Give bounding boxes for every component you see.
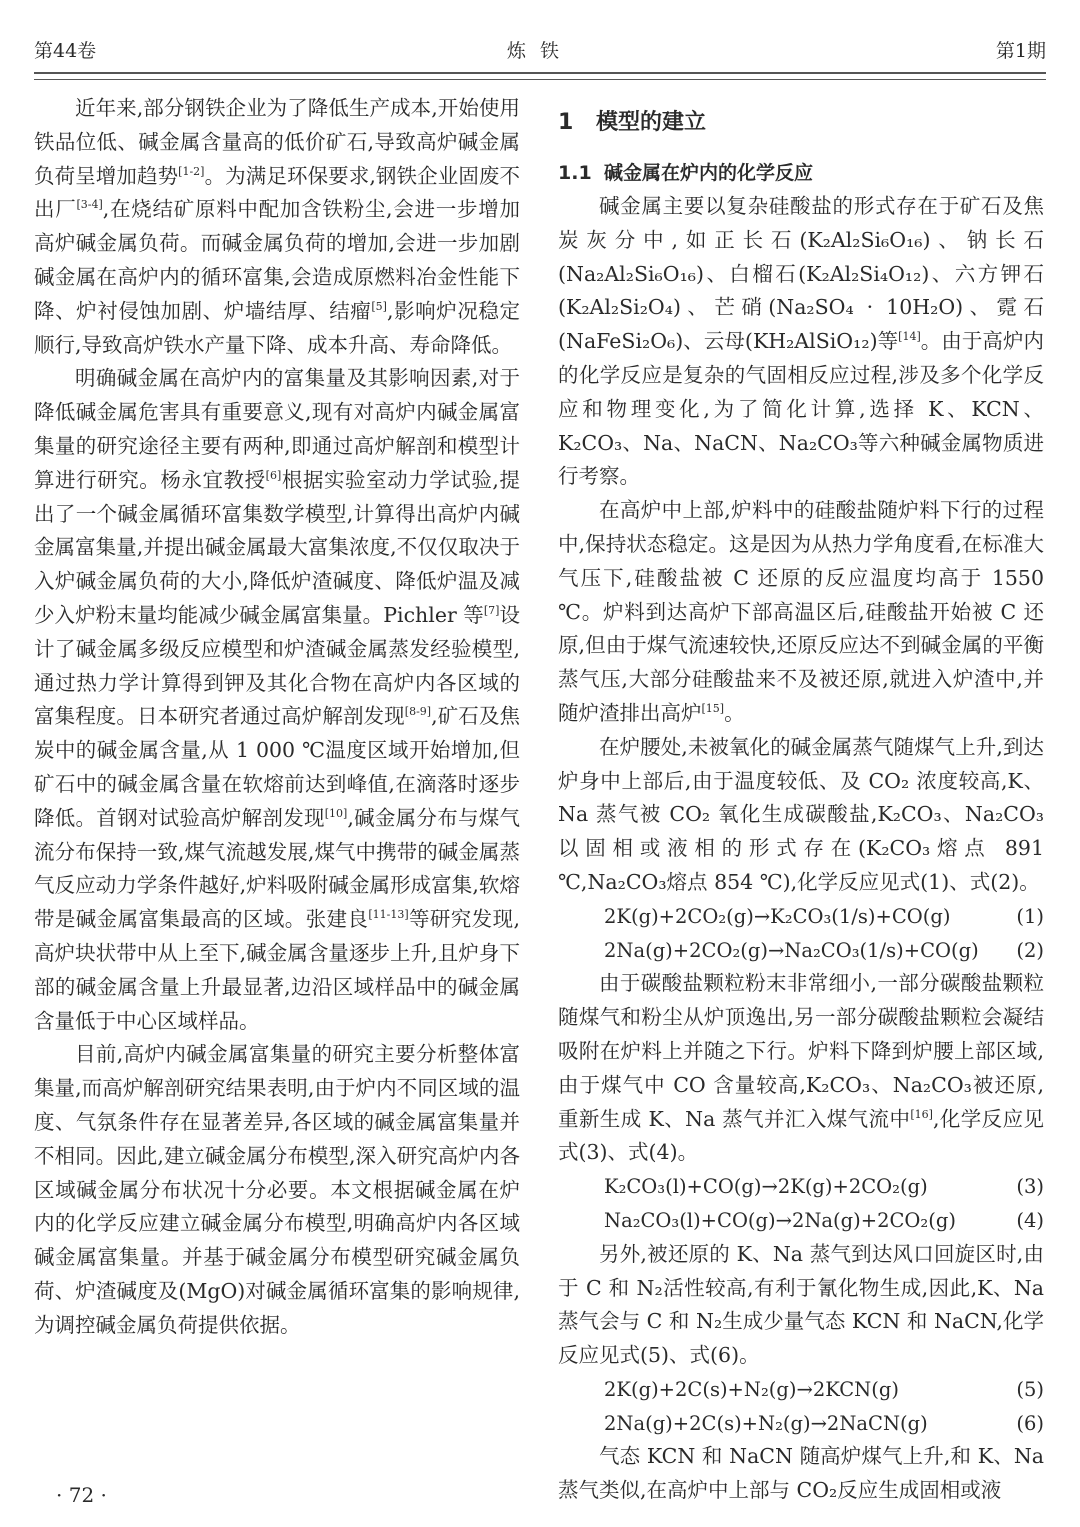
paragraph-cyanide [558, 1440, 1044, 1508]
text: 被还原,重新生成 K、Na 蒸气并汇入煤气流中 [558, 1072, 1044, 1131]
formula: Na₂Al₂Si₆O₁₆ [566, 261, 697, 286]
paragraph-belly [558, 731, 1044, 900]
equation-label: (3) [1016, 1175, 1044, 1199]
text: 浓度较高,K、Na 蒸气被 [558, 768, 1044, 827]
text: 设计了碱金属多级反应模型和炉渣碱金属蒸发经验模型,通过热力学计算得到钾及其化合物在高炉内各区域的富集程度。日本研究者通过高炉解剖发现 [34, 602, 520, 729]
volume-label: 第44卷 [34, 40, 97, 62]
journal-title: 炼铁 [506, 40, 573, 62]
formula: K₂Al₂Si₂O₄ [566, 295, 673, 320]
text: 另外,被还原的 K、Na 蒸气到达风口回旋区时,由于 C 和 [558, 1241, 1044, 1300]
citation[interactable]: [16] [910, 1107, 933, 1121]
equation-1 [558, 900, 1044, 934]
text: 气态 KCN 和 NaCN 随高炉煤气上升,和 K、Na 蒸气类似,在高炉中上部与 [558, 1444, 1044, 1503]
text: 熔点 854 ℃),化学反应见式(1)、式(2)。 [666, 869, 1040, 894]
text: 、 [870, 1072, 893, 1097]
text: )、白榴石( [696, 261, 807, 286]
equation-label: (6) [1016, 1411, 1044, 1435]
section-number: 1 [558, 110, 574, 135]
citation[interactable]: [6] [265, 468, 282, 482]
section-heading [558, 106, 1044, 140]
formula: K₂Al₂Si₆O₁₆ [807, 227, 923, 252]
formula: K₂CO₃ [866, 836, 931, 861]
equation-5 [558, 1373, 1044, 1407]
text: 氧化生成碳酸盐, [710, 802, 878, 827]
text: 根据实验室动力学试验,提出了一个碱金属循环富集数学模型,计算得出高炉内碱金属富集量,并提出碱金属最大富集浓度,不仅仅取决于入炉碱金属负荷的大小,降低炉渣碱度、降低炉温及减少入炉粉末量均能减少碱金属富集量。Pichler 等 [34, 467, 520, 627]
header-double-rule [34, 72, 1046, 80]
text: 活性较高,有利于氰化物生成,因此,K、Na 蒸气会与 C 和 [558, 1275, 1044, 1334]
formula: NaFeSi₂O₆ [566, 329, 676, 354]
issue-label: 第1期 [995, 40, 1046, 62]
equation-label: (5) [1016, 1377, 1044, 1401]
text: )、芒硝( [672, 295, 777, 320]
text: 在炉腰处,未被氧化的碱金属蒸气随煤气上升,到达炉身中上部后,由于温度较低、及 [558, 734, 1044, 793]
citation[interactable]: [11-13] [368, 908, 409, 922]
formula: Na₂SO₄ · 10H₂O [776, 295, 956, 320]
text: 生成少量气态 KCN 和 NaCN,化学反应见式(5)、式(6)。 [558, 1309, 1044, 1368]
equation-expression: 2K(g)+2C(s)+N₂(g)→2KCN(g) [604, 1377, 899, 1401]
text: 熔点 891 ℃, [558, 836, 1044, 894]
paragraph-silicates [558, 190, 1044, 494]
equation-expression: Na₂CO₃(l)+CO(g)→2Na(g)+2CO₂(g) [604, 1208, 956, 1232]
text: 、 [941, 802, 965, 827]
text: 等六种碱金属物质进行考察。 [558, 430, 1044, 489]
equation-expression: K₂CO₃(l)+CO(g)→2K(g)+2CO₂(g) [604, 1175, 928, 1199]
paragraph-intro-3: 目前,高炉内碱金属富集量的研究主要分析整体富集量,而高炉解剖研究结果表明,由于炉内不同区域的温度、气氛条件存在显著差异,各区域的碱金属富集量并不相同。因此,建立碱金属分布模型,深入研究高炉内各区域碱金属分布状况十分必要。本文根据碱金属在炉内的化学反应建立碱金属分布模型,明确高炉内各区域碱金属富集量。并基于碱金属分布模型研究碱金属负荷、炉渣碱度及(MgO)对碱金属循环富集的影响规律,为调控碱金属负荷提供依据。 [34, 1042, 520, 1337]
subsection-heading [558, 156, 1044, 190]
formula: K₂CO₃ [877, 802, 942, 827]
formula: K₂CO₃ [558, 430, 623, 455]
text: 碱金属主要以复杂硅酸盐的形式存在于矿石及焦炭灰分中,如正长石( [558, 194, 1044, 252]
page-number: · 72 · [56, 1483, 107, 1507]
section-title: 模型的建立 [596, 110, 707, 135]
citation[interactable]: [14] [898, 330, 921, 344]
formula: N₂ [696, 1309, 723, 1334]
equation-4 [558, 1204, 1044, 1238]
equation-6 [558, 1407, 1044, 1441]
text: ,在烧结矿原料中配加含铁粉尘,会进一步增加高炉碱金属负荷。而碱金属负荷的增加,会进一步加剧碱金属在高炉内的循环富集,会造成原燃料冶金性能下降、炉衬侵蚀加剧、炉墙结厚、结瘤 [34, 197, 520, 323]
citation[interactable]: [8-9] [404, 705, 432, 719]
paragraph-intro-2 [34, 362, 520, 1038]
formula: KH₂AlSiO₁₂ [752, 329, 870, 354]
text: )、六方钾石( [558, 261, 1044, 320]
text: 近年来,部分钢铁企业为了降低生产成本,开始使用铁品位低、碱金属含量高的低价矿石,导致高炉碱金属负荷呈增加趋势 [34, 96, 520, 188]
formula: K₂Al₂Si₄O₁₂ [806, 261, 922, 286]
equation-label: (4) [1016, 1208, 1044, 1232]
paragraph-tuyere [558, 1238, 1044, 1373]
formula: CO₂ [796, 1478, 838, 1503]
formula: Na₂CO₃ [892, 1072, 972, 1097]
text: ,矿石及焦炭中的碱金属含量,从 1 000 ℃温度区域开始增加,但矿石中的碱金属含量在软熔前达到峰值,在滴落时逐步降低。首钢对试验高炉解剖发现 [34, 704, 520, 830]
formula: Na₂CO₃ [778, 430, 858, 455]
equation-expression: 2Na(g)+2C(s)+N₂(g)→2NaCN(g) [604, 1411, 928, 1435]
text: 。为满足环保要求,钢铁企业固废不出厂 [34, 163, 521, 222]
formula: K₂CO₃ [805, 1072, 871, 1097]
citation[interactable]: [5] [371, 299, 387, 313]
citation[interactable]: [15] [701, 702, 725, 716]
equation-expression: 2K(g)+2CO₂(g)→K₂CO₃(1/s)+CO(g) [604, 904, 951, 928]
subsection-number: 1.1 [558, 162, 592, 184]
formula: CO₂ [669, 802, 711, 827]
text: )、云母( [675, 329, 753, 354]
formula: N₂ [636, 1275, 663, 1300]
text: 由于碳酸盐颗粒粉末非常细小,一部分碳酸盐颗粒随煤气和粉尘从炉顶逸出,另一部分碳酸盐颗粒会凝结吸附在炉料上并随之下行。炉料下降到炉腰上部区域,由于煤气中 CO 含量较高, [558, 971, 1044, 1097]
text: )、钠长石( [558, 227, 1045, 286]
text: 反应生成固相或液 [837, 1478, 1002, 1503]
paragraph-carbonate [558, 967, 1044, 1170]
formula: CO₂ [868, 768, 910, 793]
paragraph-intro-1 [34, 92, 520, 362]
text: 。 [724, 700, 745, 725]
text: ,影响炉况稳定顺行,导致高炉铁水产量下降、成本升高、寿命降低。 [34, 298, 520, 357]
running-header [34, 36, 1046, 76]
text: 明确碱金属在高炉内的富集量及其影响因素,对于降低碱金属危害具有重要意义,现有对高炉内碱金属富集量的研究途径主要有两种,即通过高炉解剖和模型计算进行研究。杨永宜教授 [34, 366, 520, 492]
right-column [558, 92, 1044, 1508]
equation-3 [558, 1170, 1044, 1204]
equation-label: (1) [1016, 904, 1044, 928]
formula: Na₂CO₃ [587, 869, 667, 894]
text: 、Na、NaCN、 [622, 430, 779, 455]
text: 等研究发现,高炉块状带中从上至下,碱金属含量逐步上升,且炉身下部的碱金属含量上升最显著,边沿区域样品中的碱金属含量低于中心区域样品。 [34, 907, 520, 1033]
text: 。由于高炉内的化学反应是复杂的气固相反应过程,涉及多个化学反应和物理变化,为了简化计算,选择 K、KCN、 [558, 329, 1045, 421]
equation-label: (2) [1016, 938, 1044, 962]
equation-expression: 2Na(g)+2CO₂(g)→Na₂CO₃(1/s)+CO(g) [604, 938, 979, 962]
equation-2 [558, 934, 1044, 968]
subsection-title: 碱金属在炉内的化学反应 [604, 162, 814, 184]
text: )等 [869, 329, 899, 354]
text: 在高炉中上部,炉料中的硅酸盐随炉料下行的过程中,保持状态稳定。这是因为从热力学角度看,在标准大气压下,硅酸盐被 C 还原的反应温度均高于 1550 ℃。炉料到达高炉下部高温区后,硅酸盐开始被 C 还原,但由于煤气流速较快,还原反应达不到碱金属的平衡蒸气压,大部分硅酸盐来不及被还原,就进入炉渣中,并随炉渣排出高炉 [558, 498, 1044, 725]
citation[interactable]: [1-2] [178, 164, 205, 178]
paragraph-upper-furnace [558, 494, 1044, 731]
text: 以固相或液相的形式存在( [558, 836, 866, 861]
formula: Na₂CO₃ [964, 802, 1044, 827]
citation[interactable]: [3-4] [76, 198, 103, 212]
text: ,碱金属分布与煤气流分布保持一致,煤气流越发展,煤气中携带的碱金属蒸气反应动力学条件越好,炉料吸附碱金属形成富集,软熔带是碱金属富集最高的区域。张建良 [34, 805, 520, 932]
text: )、霓石( [558, 295, 1045, 354]
left-column [34, 92, 520, 1342]
citation[interactable]: [7] [483, 604, 500, 618]
citation[interactable]: [10] [324, 806, 348, 820]
text: ,化学反应见式(3)、式(4)。 [558, 1106, 1044, 1165]
